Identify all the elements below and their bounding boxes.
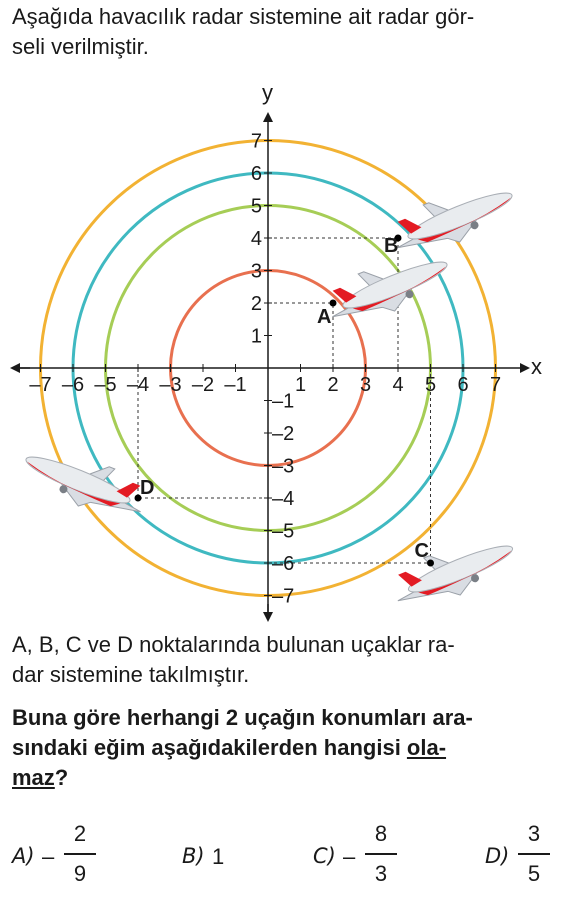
x-tick-label: 1 <box>294 374 307 396</box>
option-d-label: D) <box>485 844 510 868</box>
option-a-numerator: 2 <box>73 821 87 846</box>
y-tick-label: 3 <box>250 260 262 283</box>
y-tick-label: –7 <box>272 585 295 608</box>
fraction-bar <box>365 853 397 855</box>
y-tick-label: –3 <box>272 455 295 478</box>
y-tick-label: –5 <box>272 520 295 543</box>
option-b-value: 1 <box>212 844 225 869</box>
question-underlined-2: maz <box>12 765 55 790</box>
x-tick-label: 7 <box>489 374 502 396</box>
middle-line-1: A, B, C ve D noktalarında bulunan uçaklar ra- <box>12 632 455 657</box>
y-tick-label: 7 <box>250 130 262 153</box>
x-axis-label: x <box>531 354 542 379</box>
radar-diagram <box>0 74 566 624</box>
option-c-label: C) <box>313 844 336 868</box>
x-tick-label: –5 <box>94 374 117 396</box>
x-tick-label: 4 <box>392 374 404 396</box>
option-b[interactable] <box>182 818 252 898</box>
option-c-sign: – <box>343 844 356 869</box>
option-c-fraction <box>363 818 399 890</box>
fraction-bar <box>64 853 96 855</box>
option-c-denominator: 3 <box>374 861 388 886</box>
point-label-A: A <box>317 306 332 328</box>
y-tick-label: 6 <box>250 163 262 185</box>
x-tick-label: 3 <box>359 374 372 396</box>
x-tick-label: 2 <box>327 374 339 396</box>
y-tick-label: –2 <box>272 423 295 445</box>
y-tick-label: 2 <box>250 293 262 315</box>
x-tick-label: –7 <box>29 374 52 396</box>
x-tick-label: –1 <box>224 374 247 396</box>
airplanes <box>17 173 521 618</box>
y-tick-label: –4 <box>272 488 295 510</box>
point-label-C: C <box>414 540 429 562</box>
option-a[interactable] <box>12 818 122 898</box>
intro-text <box>12 2 557 62</box>
x-tick-label: 5 <box>424 374 437 396</box>
option-a-denominator: 9 <box>73 861 87 886</box>
middle-text <box>12 630 557 690</box>
option-c-numerator: 8 <box>374 821 388 846</box>
y-tick-label: –1 <box>272 390 295 413</box>
middle-line-2: dar sistemine takılmıştır. <box>12 662 250 687</box>
fraction-bar <box>518 853 550 855</box>
airplane-icon <box>17 437 155 529</box>
question-line-1: Buna göre herhangi 2 uçağın konumları ara- <box>12 705 473 730</box>
option-a-sign: – <box>42 844 55 869</box>
option-a-label: A) <box>12 844 35 868</box>
y-tick-label: 1 <box>250 325 262 348</box>
intro-line-1: Aşağıda havacılık radar sistemine ait radar gör- <box>12 4 475 29</box>
option-a-fraction <box>62 818 98 890</box>
y-axis-label: y <box>262 80 273 105</box>
question-mark: ? <box>54 765 69 790</box>
option-d-fraction <box>516 818 552 890</box>
airplane-icon <box>387 526 522 618</box>
question-text <box>12 703 557 793</box>
option-d[interactable] <box>485 818 565 898</box>
x-tick-label: –3 <box>159 374 182 396</box>
y-tick-label: 5 <box>250 195 262 218</box>
x-tick-label: –4 <box>126 374 150 396</box>
x-tick-label: –6 <box>61 374 85 396</box>
x-tick-label: 6 <box>457 374 469 396</box>
question-line-2: sındaki eğim aşağıdakilerden hangisi <box>12 735 407 760</box>
point-label-B: B <box>384 235 399 257</box>
option-c[interactable] <box>313 818 423 898</box>
point-label-D: D <box>140 477 155 499</box>
x-tick-label: –2 <box>191 374 215 396</box>
y-tick-label: 4 <box>250 228 262 250</box>
y-tick-label: –6 <box>272 553 295 575</box>
option-d-denominator: 5 <box>527 861 541 886</box>
tick-labels <box>29 131 501 608</box>
intro-line-2: seli verilmiştir. <box>12 34 149 59</box>
option-b-label: B) <box>182 844 205 868</box>
option-d-numerator: 3 <box>527 821 541 846</box>
question-underlined-1: ola- <box>406 735 447 760</box>
